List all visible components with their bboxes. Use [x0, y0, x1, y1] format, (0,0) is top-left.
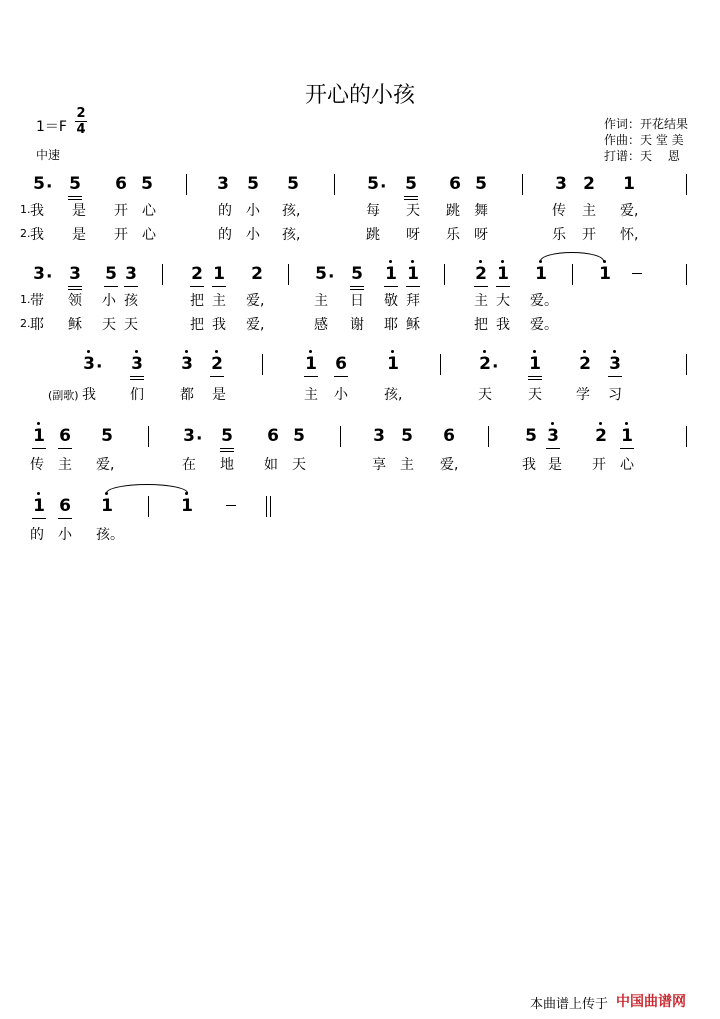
note: 1 — [32, 426, 46, 446]
time-signature-bottom: 4 — [76, 122, 86, 137]
site-logo[interactable] — [616, 991, 686, 1011]
note: 1 — [304, 354, 318, 374]
note: 3 — [373, 426, 385, 446]
lyric-syllable: 天 — [406, 203, 420, 219]
lyric-syllable: 孩, — [282, 203, 301, 219]
note: 1 — [406, 264, 420, 284]
augmentation-dot: · — [328, 267, 335, 287]
note: 1 — [386, 354, 400, 374]
bar-line — [148, 426, 149, 447]
bar-line — [334, 174, 335, 195]
bar-line — [162, 264, 163, 285]
bar-line — [186, 174, 187, 195]
lyric-syllable: 2. — [20, 227, 31, 240]
note: 1 — [32, 496, 46, 516]
bar-line — [440, 354, 441, 375]
lyric-syllable: 孩。 — [96, 527, 124, 543]
lyric-syllable: 爱。 — [530, 317, 558, 333]
lyric-syllable: 如 — [264, 457, 278, 473]
lyric-syllable: 心 — [142, 227, 156, 243]
lyric-syllable: 乐 — [446, 227, 460, 243]
lyric-syllable: 的 — [30, 527, 44, 543]
bar-line — [148, 496, 149, 517]
lyric-syllable: 乐 — [552, 227, 566, 243]
augmentation-dot: · — [492, 357, 499, 377]
lyric-syllable: 跳 — [446, 203, 460, 219]
note: 3 — [124, 264, 138, 284]
note: 1 — [598, 264, 612, 284]
bar-line — [340, 426, 341, 447]
note: 1 — [534, 264, 548, 284]
key-signature: 1＝F — [36, 119, 67, 135]
note: 5 — [525, 426, 537, 446]
lyric-syllable: 小 — [102, 293, 116, 309]
note: 5 — [104, 264, 118, 284]
engraver-credit: 打谱：天 恩 — [604, 149, 680, 163]
note: 6 — [58, 426, 72, 446]
bar-line — [686, 354, 687, 375]
note: 1 — [100, 496, 114, 516]
note: 5 — [475, 174, 487, 194]
lyric-syllable: 的 — [218, 203, 232, 219]
tempo-marking: 中速 — [36, 148, 61, 162]
note: 5 — [293, 426, 305, 446]
lyric-syllable: 天 — [528, 387, 542, 403]
lyric-syllable: 小 — [334, 387, 348, 403]
lyric-syllable: 领 — [68, 293, 82, 309]
lyric-syllable: 2. — [20, 317, 31, 330]
note: 5 — [401, 426, 413, 446]
note: 1 — [623, 174, 635, 194]
note: 3 — [217, 174, 229, 194]
lyric-syllable: 孩, — [384, 387, 403, 403]
lyric-syllable: 爱, — [440, 457, 459, 473]
note: 2 — [474, 264, 488, 284]
note: 3 — [130, 354, 144, 374]
lyric-syllable: 拜 — [406, 293, 420, 309]
lyric-syllable: 是 — [72, 203, 86, 219]
lyric-syllable: 开 — [114, 203, 128, 219]
lyric-syllable: 跳 — [366, 227, 380, 243]
note: 5 — [350, 264, 364, 284]
lyric-syllable: 心 — [620, 457, 634, 473]
bar-line — [488, 426, 489, 447]
bar-line — [686, 264, 687, 285]
lyric-syllable: 爱, — [246, 317, 265, 333]
footer-upload-text: 本曲谱上传于 — [530, 997, 609, 1012]
note: 6 — [449, 174, 461, 194]
lyric-syllable: 感 — [314, 317, 328, 333]
note: 3 — [183, 426, 195, 446]
lyric-syllable: 主 — [582, 203, 596, 219]
lyric-syllable: 主 — [474, 293, 488, 309]
lyric-syllable: 我 — [496, 317, 510, 333]
lyric-syllable: 我 — [522, 457, 536, 473]
lyric-syllable: 开 — [582, 227, 596, 243]
lyric-syllable: 享 — [372, 457, 386, 473]
note: 5 — [33, 174, 45, 194]
extension-dash — [632, 273, 642, 274]
note: 5 — [287, 174, 299, 194]
lyric-syllable: 都 — [180, 387, 194, 403]
lyric-syllable: 习 — [608, 387, 622, 403]
lyric-syllable: 心 — [142, 203, 156, 219]
time-signature-top: 2 — [76, 106, 86, 121]
lyric-syllable: 我 — [30, 203, 44, 219]
note: 1 — [620, 426, 634, 446]
note: 3 — [546, 426, 560, 446]
lyric-syllable: 在 — [182, 457, 196, 473]
lyric-syllable: 孩, — [282, 227, 301, 243]
note: 5 — [101, 426, 113, 446]
lyric-syllable: 1. — [20, 293, 31, 306]
note: 3 — [68, 264, 82, 284]
note: 5 — [404, 174, 418, 194]
note: 1 — [384, 264, 398, 284]
lyric-syllable: 大 — [496, 293, 510, 309]
lyric-syllable: 是 — [212, 387, 226, 403]
lyric-syllable: 天 — [102, 317, 116, 333]
lyric-syllable: 们 — [130, 387, 144, 403]
lyric-syllable: 爱, — [246, 293, 265, 309]
bar-line — [288, 264, 289, 285]
composer-credit: 作曲：天 堂 美 — [604, 133, 684, 147]
extension-dash — [226, 505, 236, 506]
lyric-syllable: 主 — [314, 293, 328, 309]
note: 5 — [141, 174, 153, 194]
lyric-syllable: 每 — [366, 203, 380, 219]
note: 5 — [220, 426, 234, 446]
note: 2 — [478, 354, 492, 374]
note: 3 — [180, 354, 194, 374]
note: 6 — [267, 426, 279, 446]
lyric-syllable: 天 — [478, 387, 492, 403]
lyric-syllable: 小 — [246, 203, 260, 219]
lyric-syllable: 呀 — [406, 227, 420, 243]
lyric-syllable: 敬 — [384, 293, 398, 309]
note: 6 — [58, 496, 72, 516]
lyric-syllable: 耶 — [384, 317, 398, 333]
lyric-syllable: 我 — [30, 227, 44, 243]
lyric-syllable: 的 — [218, 227, 232, 243]
lyric-syllable: 把 — [190, 293, 204, 309]
lyric-syllable: 把 — [190, 317, 204, 333]
note: 1 — [180, 496, 194, 516]
note: 1 — [212, 264, 226, 284]
lyric-syllable: 主 — [400, 457, 414, 473]
lyric-syllable: 日 — [350, 293, 364, 309]
bar-line — [572, 264, 573, 285]
bar-line — [262, 354, 263, 375]
lyric-syllable: 把 — [474, 317, 488, 333]
note: 3 — [555, 174, 567, 194]
note: 6 — [334, 354, 348, 374]
note: 2 — [583, 174, 595, 194]
lyrics-row-5 — [0, 524, 720, 584]
lyric-syllable: 耶 — [30, 317, 44, 333]
note: 3 — [608, 354, 622, 374]
lyric-syllable: 我 — [82, 387, 96, 403]
lyric-syllable: 开 — [592, 457, 606, 473]
lyric-syllable: 我 — [212, 317, 226, 333]
lyric-syllable: 爱, — [620, 203, 639, 219]
lyric-syllable: 舞 — [474, 203, 488, 219]
note: 5 — [68, 174, 82, 194]
lyric-syllable: 天 — [292, 457, 306, 473]
lyric-syllable: 带 — [30, 293, 44, 309]
augmentation-dot: · — [196, 429, 203, 449]
bar-line — [522, 174, 523, 195]
bar-line — [686, 174, 687, 195]
lyric-syllable: 地 — [220, 457, 234, 473]
note: 2 — [251, 264, 263, 284]
lyric-syllable: 是 — [548, 457, 562, 473]
augmentation-dot: · — [46, 267, 53, 287]
note: 3 — [82, 354, 96, 374]
site-logo-text: 中国曲谱网 — [616, 994, 686, 1010]
lyric-syllable: 开 — [114, 227, 128, 243]
note: 3 — [33, 264, 45, 284]
bar-line — [266, 496, 271, 517]
lyric-syllable: 主 — [58, 457, 72, 473]
lyric-syllable: 稣 — [406, 317, 420, 333]
note: 5 — [315, 264, 327, 284]
note: 1 — [528, 354, 542, 374]
lyric-syllable: 主 — [212, 293, 226, 309]
lyric-syllable: 小 — [58, 527, 72, 543]
lyric-syllable: (副歌) — [48, 389, 79, 402]
lyric-syllable: 谢 — [350, 317, 364, 333]
lyric-syllable: 传 — [30, 457, 44, 473]
lyric-syllable: 小 — [246, 227, 260, 243]
lyric-syllable: 1. — [20, 203, 31, 216]
lyric-syllable: 爱, — [96, 457, 115, 473]
note: 2 — [190, 264, 204, 284]
lyric-syllable: 学 — [576, 387, 590, 403]
augmentation-dot: · — [46, 177, 53, 197]
lyric-syllable: 怀, — [620, 227, 639, 243]
bar-line — [686, 426, 687, 447]
lyric-syllable: 天 — [124, 317, 138, 333]
note: 6 — [443, 426, 455, 446]
lyric-syllable: 孩 — [124, 293, 138, 309]
lyric-syllable: 是 — [72, 227, 86, 243]
lyric-syllable: 爱。 — [530, 293, 558, 309]
augmentation-dot: · — [380, 177, 387, 197]
augmentation-dot: · — [96, 357, 103, 377]
lyric-syllable: 稣 — [68, 317, 82, 333]
time-signature — [74, 106, 88, 137]
note: 2 — [210, 354, 224, 374]
note: 5 — [247, 174, 259, 194]
note: 6 — [115, 174, 127, 194]
note: 2 — [578, 354, 592, 374]
lyric-syllable: 传 — [552, 203, 566, 219]
note: 2 — [594, 426, 608, 446]
note: 1 — [496, 264, 510, 284]
bar-line — [444, 264, 445, 285]
lyricist-credit: 作词：开花结果 — [604, 117, 689, 131]
note: 5 — [367, 174, 379, 194]
lyric-syllable: 主 — [304, 387, 318, 403]
page-title: 开心的小孩 — [304, 83, 415, 108]
lyric-syllable: 呀 — [474, 227, 488, 243]
